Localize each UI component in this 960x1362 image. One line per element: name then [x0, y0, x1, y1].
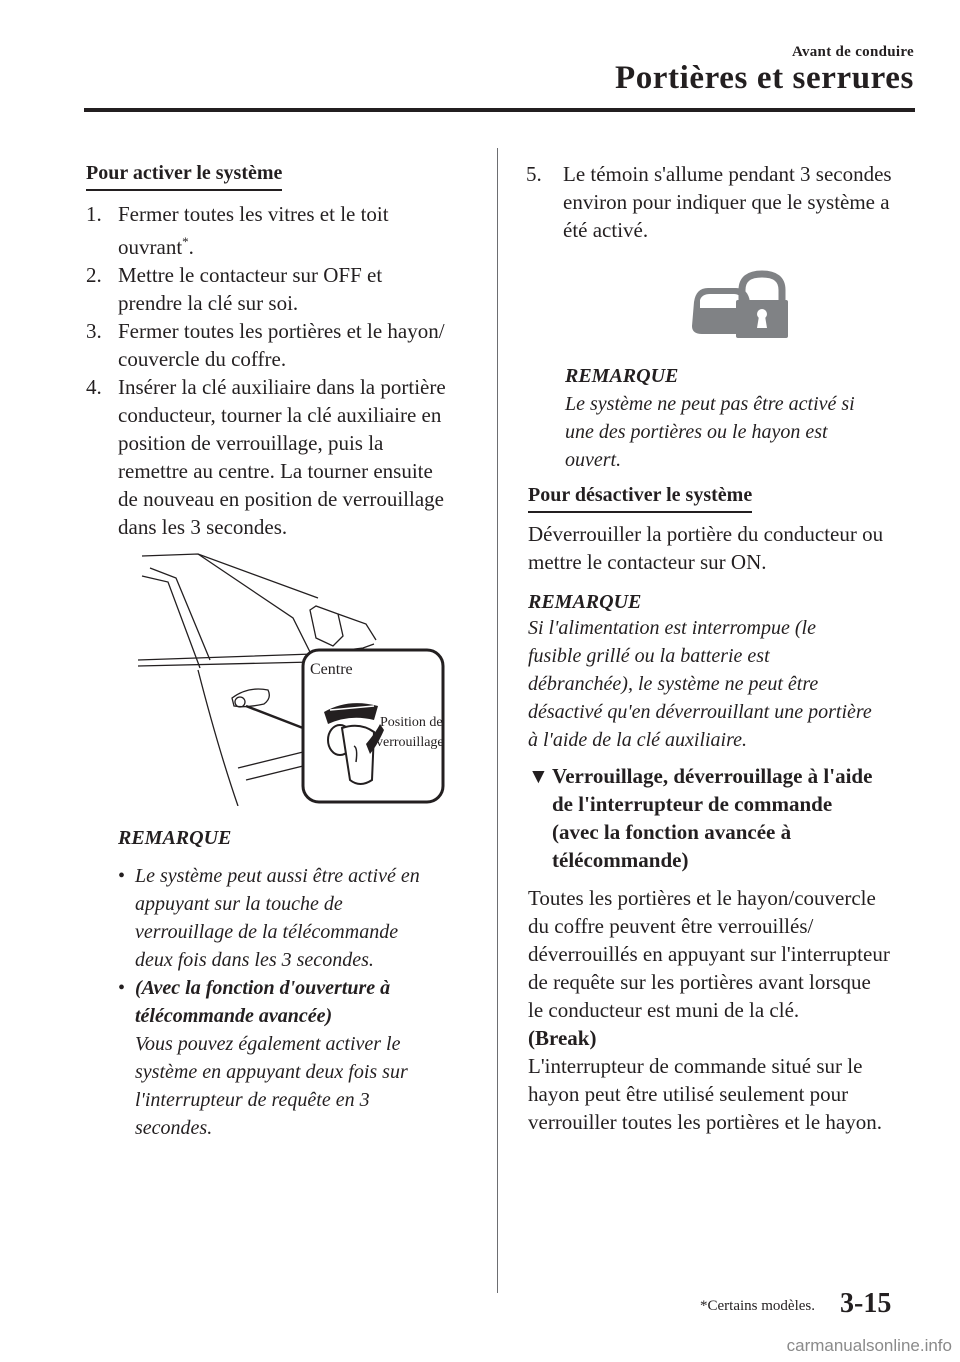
remark-title-right-2: REMARQUE	[528, 591, 642, 613]
subsection-title: ▼ Verrouillage, déverrouillage à l'aide de l'interrupteur de commande (avec la fonction avancée à télécommande)	[528, 764, 873, 872]
paragraph-request-switch: Toutes les portières et le hayon/couvercle du coffre peuvent être verrouillés/ déverrouillés en appuyant sur l'interrupteur de requête sur les portières avant lorsque le conducteur est muni de la clé. (Break) L'interrupteur de commande situé sur le hayon peut être utilisé seulement pour verrouiller toutes les portières et le hayon.	[528, 884, 928, 1136]
remark-text-right-1: Le système ne peut pas être activé si une des portières ou le hayon est ouvert.	[565, 393, 855, 471]
security-indicator-icon	[690, 268, 790, 342]
step-5: 5. Le témoin s'allume pendant 3 secondes environ pour indiquer que le système a été activé.	[526, 162, 892, 242]
remark-bullets	[118, 862, 488, 1142]
step-2: 2. Mettre le contacteur sur OFF et prendre la clé sur soi.	[86, 263, 383, 315]
step-1-line-2: ouvrant*.	[118, 234, 194, 259]
header-subtitle: Avant de conduire	[791, 44, 914, 60]
label-centre: Centre	[310, 661, 353, 678]
triangle-marker-icon: ▼	[528, 764, 549, 788]
step-4: 4. Insérer la clé auxiliaire dans la portière conducteur, tourner la clé auxiliaire en position de verrouillage, puis la remettre au centre. La tourner ensuite de nouveau en position de verrouillage dans les 3 secondes.	[86, 375, 446, 539]
activation-steps	[86, 200, 476, 541]
bullet-1: • Le système peut aussi être activé en appuyant sur la touche de verrouillage de la télécommande deux fois dans les 3 secondes.	[118, 865, 420, 971]
remark-title-right-1: REMARQUE	[565, 365, 679, 387]
bullet-2: • (Avec la fonction d'ouverture à télécommande avancée) Vous pouvez également activer le système en appuyant deux fois sur l'interrupteur de requête en 3 secondes.	[118, 977, 408, 1139]
break-label: (Break)	[528, 1026, 597, 1050]
paragraph-deactivate: Déverrouiller la portière du conducteur ou mettre le contacteur sur ON.	[528, 522, 884, 574]
door-key-illustration	[138, 548, 448, 806]
page-number: 3-15	[840, 1288, 892, 1319]
section-title-deactivate: Pour désactiver le système	[528, 482, 752, 513]
header-rule	[84, 108, 915, 112]
activation-step-5	[526, 160, 926, 244]
footnote: *Certains modèles.	[700, 1298, 815, 1314]
step-1: 1. Fermer toutes les vitres et le toit ouvrant*.	[86, 200, 476, 261]
watermark: carmanualsonline.info	[786, 1336, 952, 1355]
page-title: Portières et serrures	[614, 60, 914, 96]
remark-title-left: REMARQUE	[118, 827, 232, 849]
label-lock-position-2: verrouillage	[376, 735, 444, 750]
step-3: 3. Fermer toutes les portières et le hayon/ couvercle du coffre.	[86, 319, 445, 371]
section-title-activate: Pour activer le système	[86, 160, 282, 191]
column-divider	[497, 148, 498, 1293]
remark-text-right-2: Si l'alimentation est interrompue (le fusible grillé ou la batterie est débranchée), le système ne peut être désactivé qu'en déverrouillant une portière à l'aide de la clé auxiliaire.	[528, 617, 872, 751]
label-lock-position-1: Position de	[380, 715, 443, 730]
